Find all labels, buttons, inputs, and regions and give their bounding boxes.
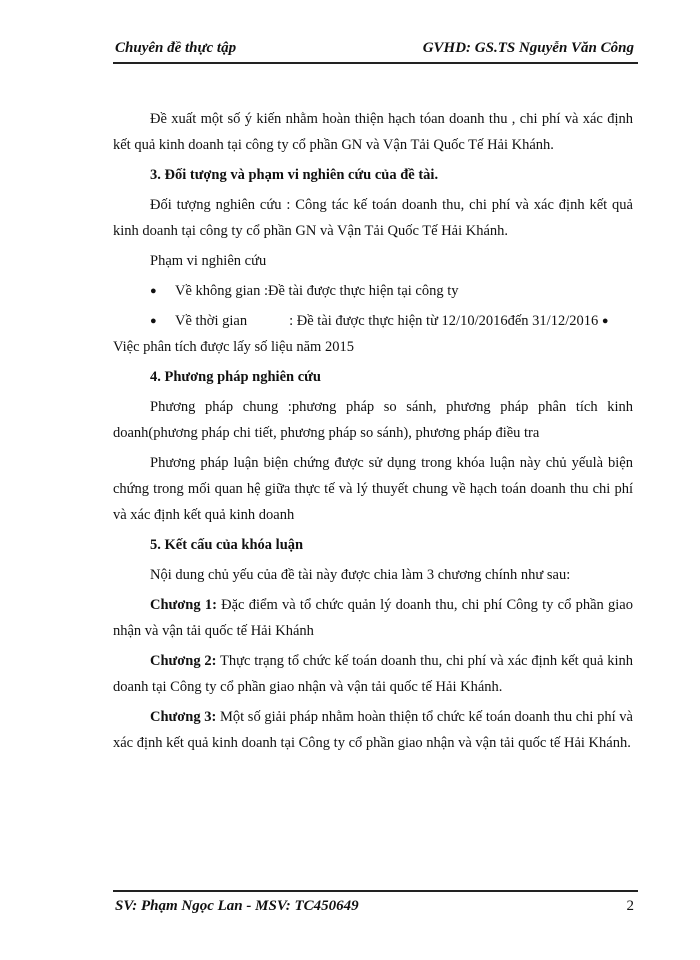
- page-header: [113, 38, 638, 64]
- paragraph-proposal: Đề xuất một số ý kiến nhằm hoàn thiện hạch tóan doanh thu , chi phí và xác định kết quả kinh doanh tại công ty cổ phần GN và Vận Tải Quốc Tế Hải Khánh.: [113, 111, 633, 153]
- bullet-icon: ●: [150, 315, 157, 327]
- bullet-space: [113, 278, 633, 304]
- bullet-icon: ●: [601, 315, 609, 327]
- bullet-icon: ●: [150, 285, 157, 297]
- page-number: 2: [626, 898, 634, 914]
- paragraph-general-method: Phương pháp chung :phương pháp so sánh, phương pháp phân tích kinh doanh(phương pháp chi tiết, phương pháp so sánh), phương pháp điều tra: [113, 399, 633, 441]
- header-advisor: GVHD: GS.TS Nguyễn Văn Công: [422, 40, 634, 56]
- section-heading-5: 5. Kết cấu của khóa luận: [150, 537, 304, 553]
- chapter-3-label: Chương 3:: [150, 709, 217, 725]
- paragraph-dialectic-method: Phương pháp luận biện chứng được sử dụng trong khóa luận này chủ yếulà biện chứng trong mối quan hệ giữa thực tế và lý thuyết chung về hạch toán doanh thu chi phí và xác định kết quả kinh doanh: [113, 455, 633, 523]
- paragraph-structure-intro: Nội dung chủ yếu của đề tài này được chia làm 3 chương chính như sau:: [150, 567, 571, 583]
- chapter-2-text: Thực trạng tổ chức kế toán doanh thu, chi phí và xác định kết quả kinh doanh tại Công ty cổ phần giao nhận và vận tải quốc tế Hải Khánh.: [113, 653, 633, 695]
- section-heading-4: 4. Phương pháp nghiên cứu: [150, 369, 321, 385]
- bullet-data-text: Việc phân tích được lấy số liệu năm 2015: [113, 339, 354, 355]
- chapter-3: [113, 704, 633, 756]
- chapter-2: [113, 648, 633, 700]
- chapter-1: [113, 592, 633, 644]
- chapter-3-text: Một số giải pháp nhằm hoàn thiện tổ chức kế toán doanh thu chi phí và xác định kết quả kinh doanh tại Công ty cổ phần giao nhận và vận tải quốc tế Hải Khánh.: [113, 709, 633, 751]
- bullet-time-label: Về thời gian: [175, 313, 248, 329]
- bullet-space-text: Về không gian :Đề tài được thực hiện tại công ty: [175, 283, 459, 299]
- chapter-2-label: Chương 2:: [150, 653, 217, 669]
- bullet-time-text: : Đề tài được thực hiện từ 12/10/2016đến 31/12/2016: [289, 313, 599, 329]
- paragraph-research-object: Đối tượng nghiên cứu : Công tác kế toán doanh thu, chi phí và xác định kết quả kinh doanh tại công ty cổ phần GN và Vận Tải Quốc Tế Hải Khánh.: [113, 197, 633, 239]
- header-title: Chuyên đề thực tập: [115, 40, 237, 56]
- section-heading-3: 3. Đối tượng và phạm vi nghiên cứu của đề tài.: [150, 167, 439, 183]
- paragraph-research-scope: Phạm vi nghiên cứu: [150, 253, 267, 269]
- document-body: [113, 106, 633, 760]
- footer-student: SV: Phạm Ngọc Lan - MSV: TC450649: [115, 898, 359, 914]
- chapter-1-text: Đặc điểm và tổ chức quản lý doanh thu, chi phí Công ty cổ phần giao nhận và vận tải quốc tế Hải Khánh: [113, 597, 633, 639]
- chapter-1-label: Chương 1:: [150, 597, 217, 613]
- bullet-time: [113, 308, 633, 334]
- page-footer: [113, 890, 638, 916]
